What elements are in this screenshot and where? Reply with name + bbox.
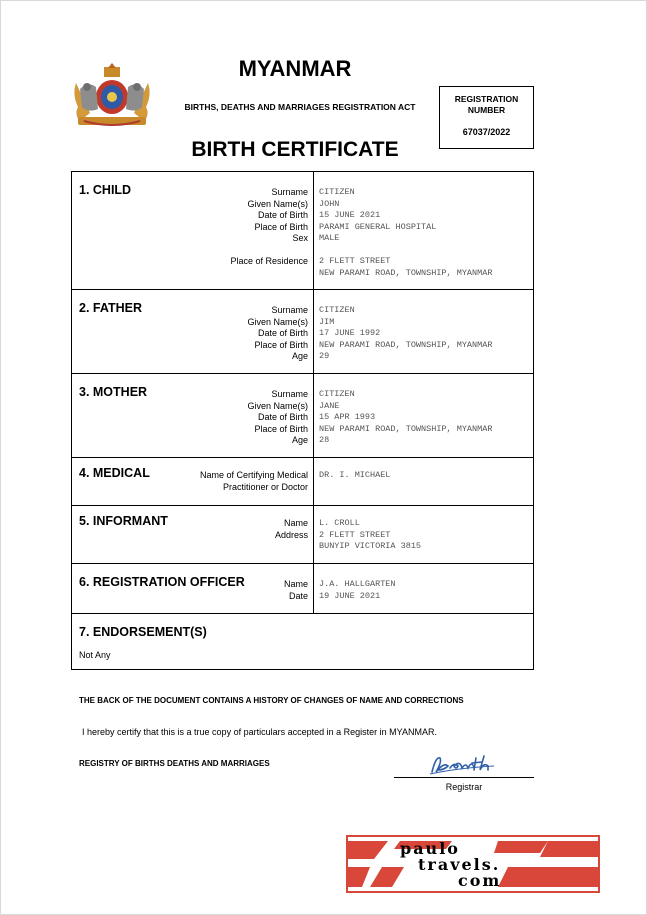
child-date-of-birth: 15 JUNE 2021 — [319, 210, 381, 220]
registration-label-line2: NUMBER — [467, 105, 506, 115]
child-place-of-birth: PARAMI GENERAL HOSPITAL — [319, 221, 437, 232]
mother-labels — [247, 389, 308, 447]
label-name: Name — [283, 579, 308, 589]
registration-act: BIRTHS, DEATHS AND MARRIAGES REGISTRATION ACT — [184, 102, 416, 112]
document-title: BIRTH CERTIFICATE — [191, 138, 399, 161]
mother-section — [72, 374, 533, 458]
label-surname: Surname — [271, 305, 308, 315]
father-age: 29 — [319, 351, 330, 361]
officer-name: J.A. HALLGARTEN — [319, 579, 396, 589]
label-place-of-residence: Place of Residence — [230, 256, 308, 266]
father-heading: 2. FATHER — [79, 301, 142, 315]
label-given-names: Given Name(s) — [247, 316, 308, 327]
child-values — [319, 187, 492, 279]
back-of-document-note: THE BACK OF THE DOCUMENT CONTAINS A HISTORY OF CHANGES OF NAME AND CORRECTIONS — [79, 696, 464, 705]
label-date-of-birth: Date of Birth — [257, 412, 308, 422]
child-sex: MALE — [319, 233, 340, 243]
child-labels — [230, 187, 308, 268]
endorsement-value: Not Any — [79, 650, 111, 660]
endorsement-heading: 7. ENDORSEMENT(S) — [79, 625, 207, 639]
father-labels — [247, 305, 308, 363]
registration-label-line1: REGISTRATION — [454, 94, 519, 104]
medical-practitioner: DR. I. MICHAEL — [319, 470, 391, 480]
informant-name: L. CROLL — [319, 518, 360, 528]
medical-section — [72, 458, 533, 506]
label-age: Age — [291, 351, 308, 361]
mother-given-names: JANE — [319, 400, 340, 411]
label-surname: Surname — [271, 389, 308, 399]
country-title: MYANMAR — [238, 56, 352, 81]
label-given-names: Given Name(s) — [247, 400, 308, 411]
mother-values — [319, 389, 492, 447]
father-date-of-birth: 17 JUNE 1992 — [319, 328, 381, 338]
registration-number: 67037/2022 — [462, 127, 511, 137]
father-surname: CITIZEN — [319, 305, 355, 315]
column-divider — [313, 290, 314, 373]
informant-values — [319, 518, 421, 553]
registrar-label: Registrar — [445, 782, 483, 792]
label-place-of-birth: Place of Birth — [254, 423, 308, 434]
label-sex: Sex — [292, 233, 308, 243]
child-heading: 1. CHILD — [79, 183, 132, 197]
child-given-names: JOHN — [319, 198, 340, 209]
column-divider — [313, 564, 314, 613]
state-seal-icon — [70, 63, 154, 129]
column-divider — [313, 506, 314, 563]
father-given-names: JIM — [319, 316, 335, 327]
label-surname: Surname — [271, 187, 308, 197]
child-residence-line2: NEW PARAMI ROAD, TOWNSHIP, MYANMAR — [319, 267, 493, 278]
label-date-of-birth: Date of Birth — [257, 328, 308, 338]
logo-word-com: com — [458, 871, 502, 890]
column-divider — [313, 374, 314, 457]
mother-date-of-birth: 15 APR 1993 — [319, 412, 376, 422]
informant-labels — [275, 518, 308, 541]
informant-section — [72, 506, 533, 564]
label-date-of-birth: Date of Birth — [257, 210, 308, 220]
officer-labels — [284, 579, 308, 602]
medical-values — [319, 470, 390, 482]
informant-address-line2: BUNYIP VICTORIA 3815 — [319, 541, 422, 551]
mother-heading: 3. MOTHER — [79, 385, 148, 399]
mother-surname: CITIZEN — [319, 389, 355, 399]
column-divider — [313, 172, 314, 289]
officer-section — [72, 564, 533, 614]
officer-heading: 6. REGISTRATION OFFICER — [79, 575, 245, 589]
child-residence-line1: 2 FLETT STREET — [319, 256, 391, 266]
column-divider — [313, 458, 314, 505]
label-date: Date — [288, 590, 308, 601]
informant-heading: 5. INFORMANT — [79, 514, 168, 528]
child-surname: CITIZEN — [319, 187, 355, 197]
officer-values — [319, 579, 396, 602]
mother-place-of-birth: NEW PARAMI ROAD, TOWNSHIP, MYANMAR — [319, 423, 493, 434]
label-name: Name — [283, 518, 308, 528]
father-section — [72, 290, 533, 374]
logo-word-paulo: paulo — [400, 839, 460, 858]
certification-statement: I hereby certify that this is a true copy of particulars accepted in a Register in MYANMAR. — [82, 727, 437, 737]
medical-heading: 4. MEDICAL — [79, 466, 150, 480]
label-place-of-birth: Place of Birth — [254, 221, 308, 232]
father-values — [319, 305, 492, 363]
logo-word-travels: travels. — [418, 855, 501, 874]
father-place-of-birth: NEW PARAMI ROAD, TOWNSHIP, MYANMAR — [319, 339, 493, 350]
watermark-logo — [346, 835, 600, 893]
registrar-signature — [428, 752, 503, 777]
label-medical-line1: Name of Certifying Medical — [199, 470, 308, 480]
label-medical-line2: Practitioner or Doctor — [222, 481, 308, 492]
informant-address-line1: 2 FLETT STREET — [319, 529, 391, 540]
registry-name: REGISTRY OF BIRTHS DEATHS AND MARRIAGES — [79, 759, 270, 768]
label-place-of-birth: Place of Birth — [254, 339, 308, 350]
label-age: Age — [291, 435, 308, 445]
registration-number-box — [439, 86, 534, 149]
officer-date: 19 JUNE 2021 — [319, 590, 381, 601]
endorsement-section — [72, 614, 533, 669]
certificate-form — [71, 171, 534, 670]
label-given-names: Given Name(s) — [247, 198, 308, 209]
child-section — [72, 172, 533, 290]
mother-age: 28 — [319, 435, 330, 445]
medical-labels — [200, 470, 308, 493]
label-address: Address — [274, 529, 308, 540]
signature-line — [394, 777, 534, 778]
